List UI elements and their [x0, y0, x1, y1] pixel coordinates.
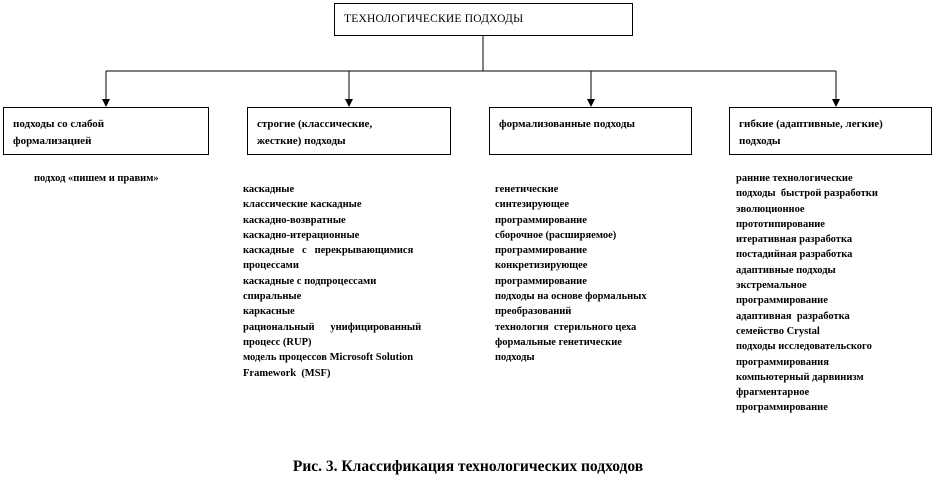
list-item: каркасные — [243, 306, 295, 318]
category-title-line: подходы со слабой — [13, 118, 105, 130]
list-item: семейство Crystal — [736, 325, 820, 337]
list-item: классические каскадные — [243, 199, 362, 211]
list-item: преобразований — [495, 306, 572, 318]
arrowhead-2 — [345, 99, 353, 107]
list-item: конкретизирующее — [495, 260, 588, 272]
strict-approaches-list — [243, 182, 455, 381]
category-strict — [247, 107, 451, 155]
arrowhead-3 — [587, 99, 595, 107]
root-title: ТЕХНОЛОГИЧЕСКИЕ ПОДХОДЫ — [344, 13, 524, 25]
list-item: каскадные с перекрывающимися — [243, 245, 414, 257]
list-item: сборочное (расширяемое) — [495, 229, 617, 241]
list-item: подходы исследовательского — [736, 341, 872, 353]
category-formalized — [489, 107, 692, 155]
category-title-line: формализованные подходы — [499, 118, 636, 130]
list-item: фрагментарное — [736, 387, 810, 399]
list-item: компьютерный дарвинизм — [736, 371, 864, 383]
list-item: программирование — [495, 245, 587, 257]
list-item: подходы быстрой разработки — [736, 188, 878, 200]
arrowhead-1 — [102, 99, 110, 107]
list-item: программирование — [736, 295, 828, 307]
list-item: эволюционное — [736, 203, 805, 215]
list-item: программирования — [736, 356, 829, 368]
list-item: ранние технологические — [736, 173, 853, 184]
list-item: подход «пишем и правим» — [34, 173, 159, 184]
list-item: каскадно-возвратные — [243, 214, 346, 226]
category-title-line: формализацией — [13, 135, 92, 147]
list-item: каскадные — [243, 184, 295, 195]
list-item: спиральные — [243, 291, 302, 303]
list-item: генетические — [495, 184, 559, 195]
list-item: синтезирующее — [495, 199, 570, 211]
list-item: рациональный унифицированный — [243, 321, 422, 333]
list-item: постадийная разработка — [736, 249, 853, 261]
list-item: технология стерильного цеха — [495, 321, 637, 333]
category-title-line: подходы — [739, 135, 781, 147]
list-item: процесс (RUP) — [243, 336, 312, 348]
list-item: программирование — [736, 402, 828, 414]
category-title-line: гибкие (адаптивные, легкие) — [739, 118, 883, 130]
agile-approaches-list — [736, 171, 916, 416]
arrowhead-4 — [832, 99, 840, 107]
list-item: подходы — [495, 352, 535, 364]
list-item: прототипирование — [736, 218, 825, 230]
category-title-line: строгие (классические, — [257, 118, 373, 130]
list-item: программирование — [495, 275, 587, 287]
list-item: программирование — [495, 214, 587, 226]
category-agile — [729, 107, 932, 155]
list-item: каскадно-итерационные — [243, 229, 360, 241]
list-item: процессами — [243, 260, 299, 272]
list-item: подходы на основе формальных — [495, 291, 647, 303]
list-item: формальные генетические — [495, 336, 622, 348]
figure-caption: Рис. 3. Классификация технологических подходов — [292, 458, 644, 475]
category-weak-formalization — [3, 107, 209, 155]
list-item: модель процессов Microsoft Solution — [243, 352, 414, 364]
root-node — [334, 3, 633, 36]
list-item: Framework (MSF) — [243, 367, 331, 379]
category-title-line: жесткие) подходы — [257, 135, 346, 147]
list-item: каскадные с подпроцессами — [243, 275, 377, 287]
list-item: адаптивная разработка — [736, 310, 850, 322]
formalized-approaches-list — [495, 182, 695, 366]
list-item: экстремальное — [736, 280, 807, 292]
list-item: адаптивные подходы — [736, 264, 836, 276]
list-item: итеративная разработка — [736, 234, 853, 246]
weak-formalization-list — [34, 171, 159, 186]
